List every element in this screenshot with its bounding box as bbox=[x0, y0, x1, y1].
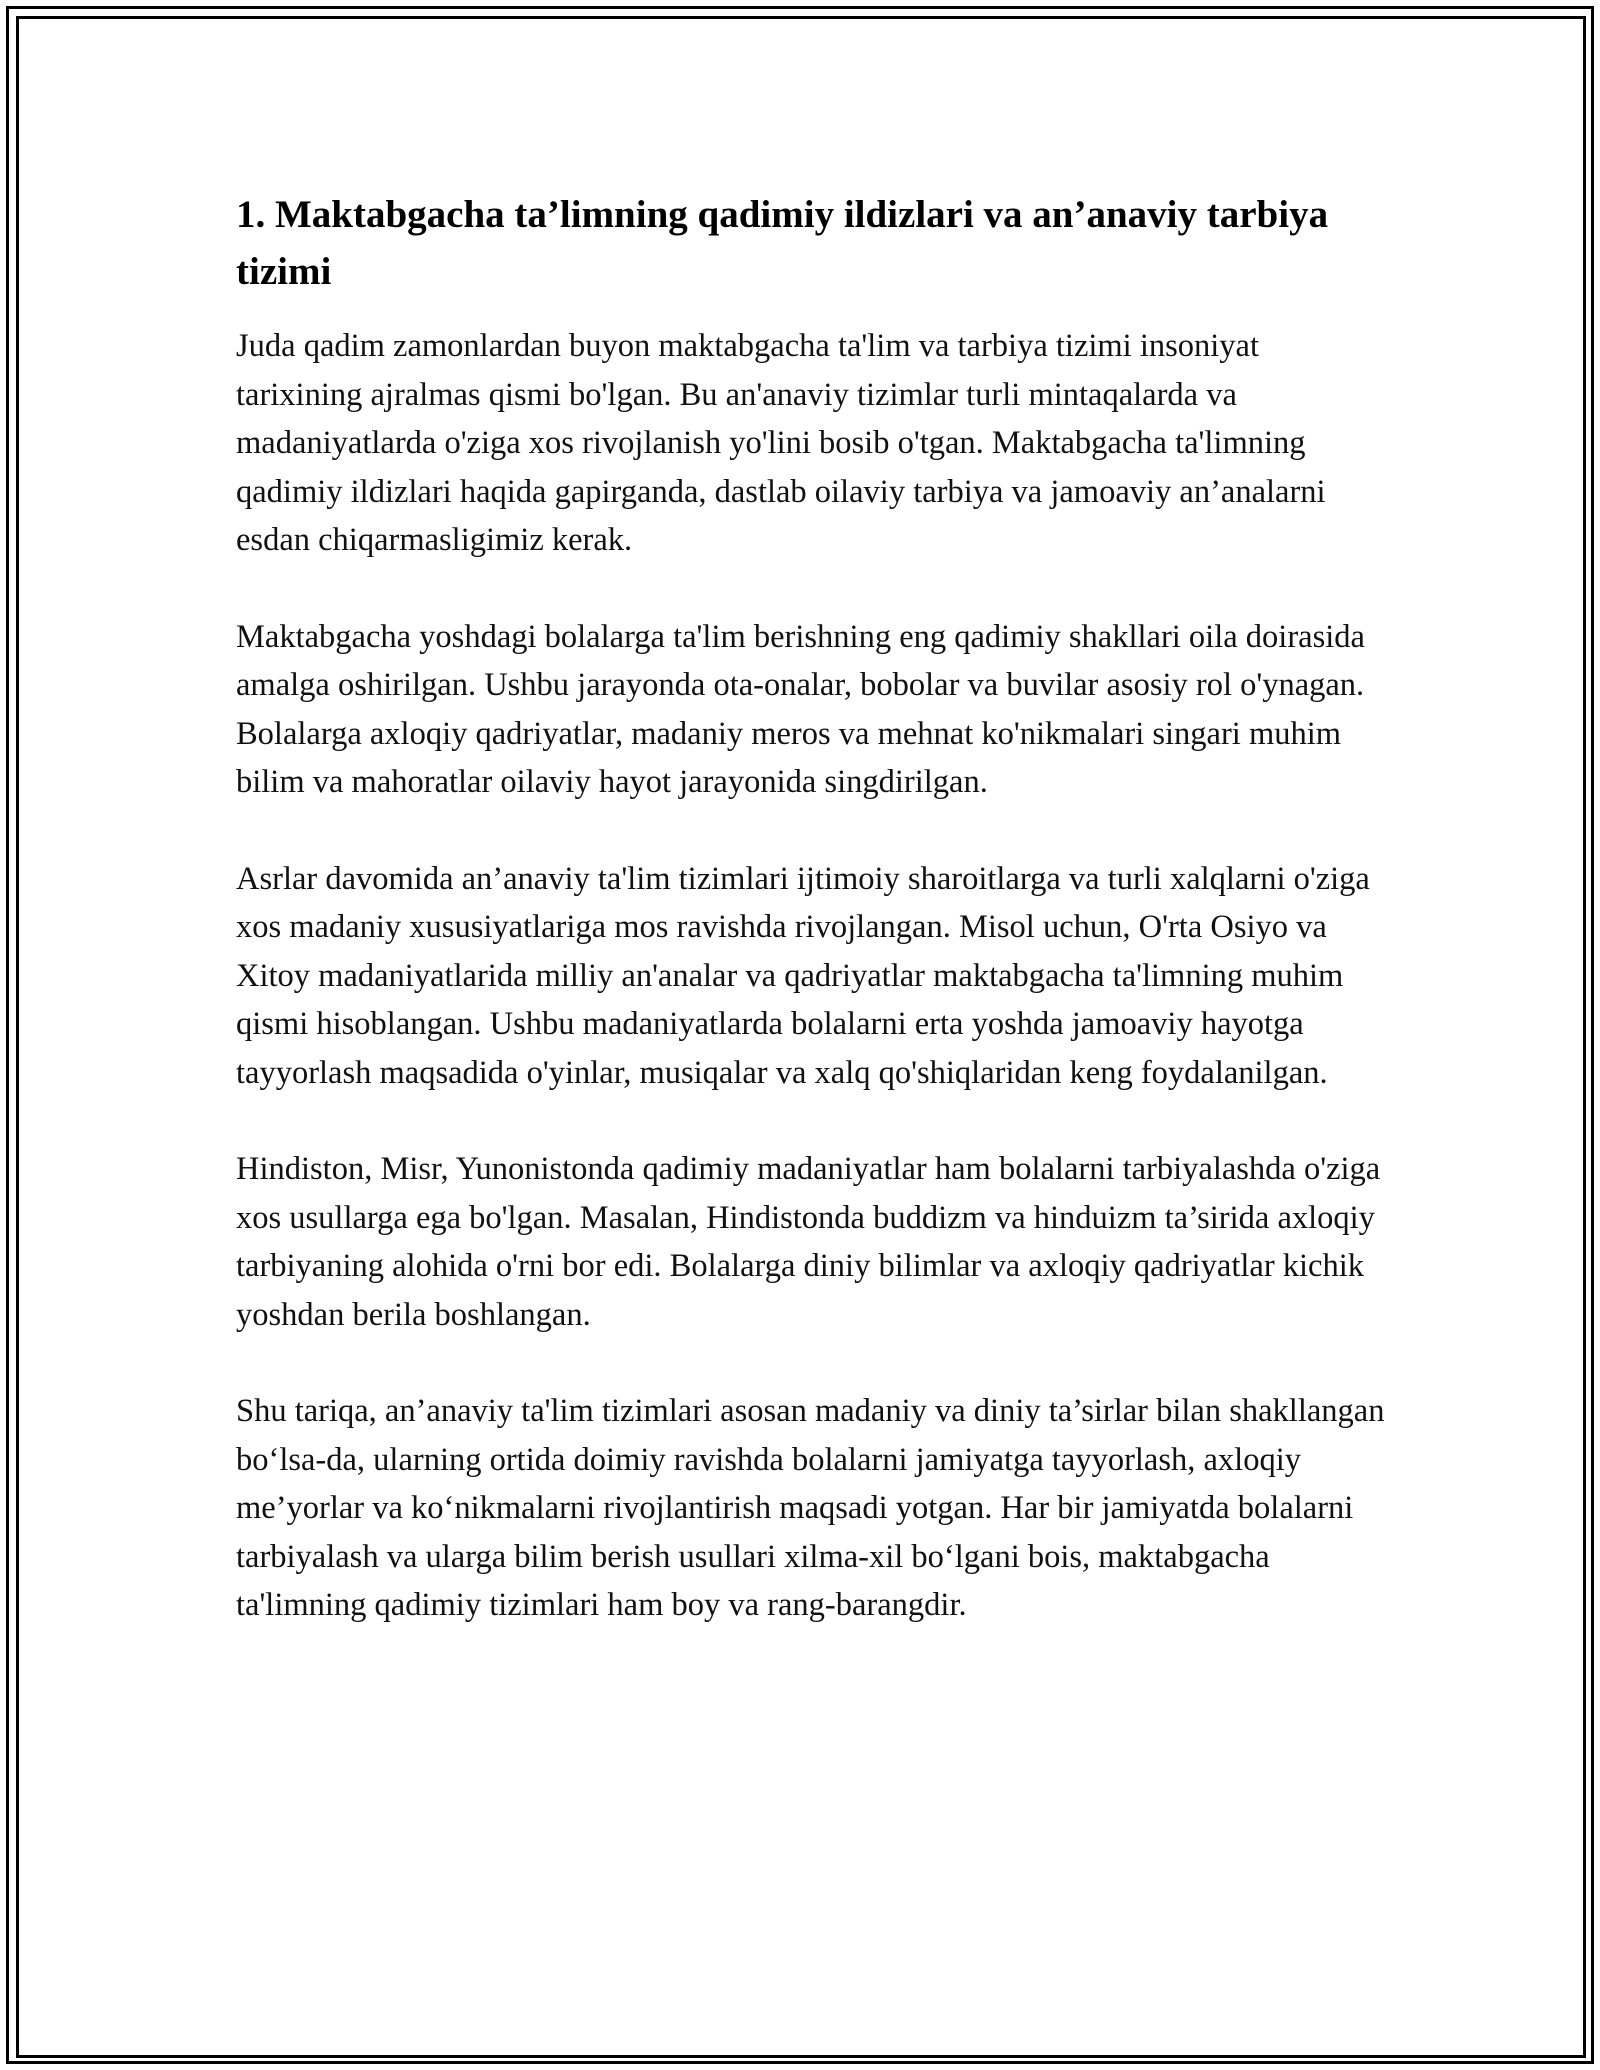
paragraph-2: Maktabgacha yoshdagi bolalarga ta'lim berishning eng qadimiy shakllari oila doirasida amalga oshirilgan. Ushbu jarayonda ota-onalar, bobolar va buvilar asosiy rol o'ynagan. Bolalarga axloqiy qadriyatlar, madaniy meros va mehnat ko'nikmalari singari muhim bilim va mahoratlar oilaviy hayot jarayonida singdirilgan. bbox=[236, 618, 1365, 800]
document-body bbox=[236, 186, 1386, 1678]
paragraph-3: Asrlar davomida an’anaviy ta'lim tizimlari ijtimoiy sharoitlarga va turli xalqlarni o'ziga xos madaniy xususiyatlariga mos ravishda rivojlangan. Misol uchun, O'rta Osiyo va Xitoy madaniyatlarida milliy an'analar va qadriyatlar maktabgacha ta'limning muhim qismi hisoblangan. Ushbu madaniyatlarda bolalarni erta yoshda jamoaviy hayotga tayyorlash maqsadida o'yinlar, musiqalar va xalq qo'shiqlaridan keng foydalanilgan. bbox=[236, 860, 1370, 1091]
section-heading: 1. Maktabgacha ta’limning qadimiy ildizlari va an’anaviy tarbiya tizimi bbox=[236, 193, 1329, 293]
paragraph-1: Juda qadim zamonlardan buyon maktabgacha ta'lim va tarbiya tizimi insoniyat tarixining ajralmas qismi bo'lgan. Bu an'anaviy tizimlar turli mintaqalarda va madaniyatlarda o'ziga xos rivojlanish yo'lini bosib o'tgan. Maktabgacha ta'limning qadimiy ildizlari haqida gapirganda, dastlab oilaviy tarbiya va jamoaviy an’analarni esdan chiqarmasligimiz kerak. bbox=[236, 328, 1326, 558]
paragraph-4: Hindiston, Misr, Yunonistonda qadimiy madaniyatlar ham bolalarni tarbiyalashda o'ziga xos usullarga ega bo'lgan. Masalan, Hindistonda buddizm va hinduizm ta’sirida axloqiy tarbiyaning alohida o'rni bor edi. Bolalarga diniy bilimlar va axloqiy qadriyatlar kichik yoshdan berila boshlangan. bbox=[236, 1151, 1381, 1333]
paragraph-5: Shu tariqa, an’anaviy ta'lim tizimlari asosan madaniy va diniy ta’sirlar bilan shakllangan bo‘lsa-da, ularning ortida doimiy ravishda bolalarni jamiyatga tayyorlash, axloqiy me’yorlar va ko‘nikmalarni rivojlantirish maqsadi yotgan. Har bir jamiyatda bolalarni tarbiyalash va ularga bilim berish usullari xilma-xil bo‘lgani bois, maktabgacha ta'limning qadimiy tizimlari ham boy va rang-barangdir. bbox=[236, 1393, 1385, 1623]
